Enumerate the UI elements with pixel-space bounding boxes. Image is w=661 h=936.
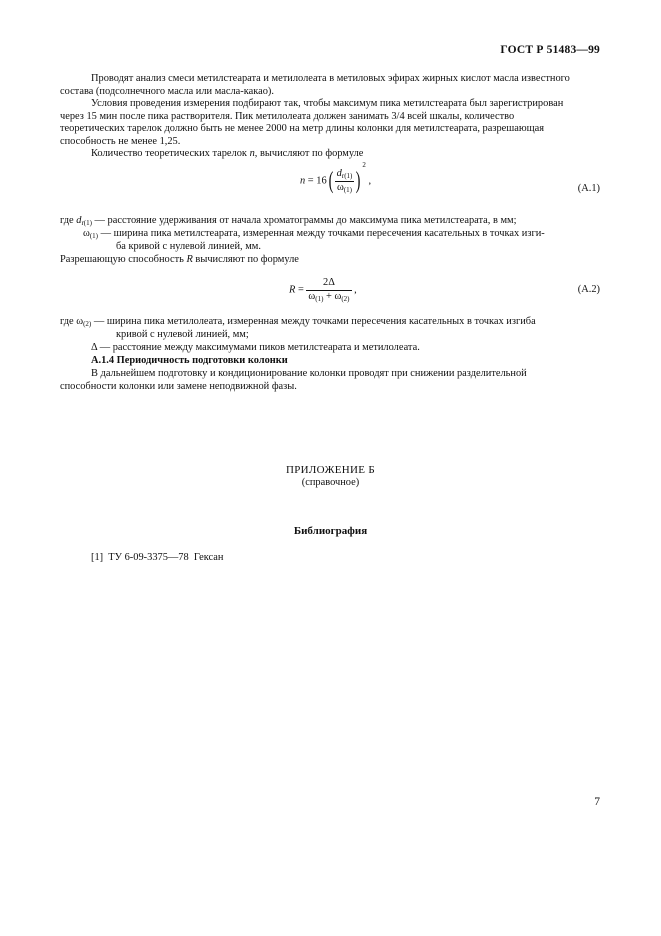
subscript: (1) [89,232,99,240]
formula-variable: ω [308,290,316,302]
text-line: В дальнейшем подготовку и кондиционирование колонки проводят при снижении разделительной [91,368,527,379]
formula-punctuation: , [365,175,372,187]
text-line: состава (подсолнечного масла или масла-какао). [60,85,274,97]
formula-variable: d [336,168,342,179]
where-clause [83,228,545,241]
text-line [60,111,600,124]
left-parenthesis: ( [328,168,334,194]
document-header: ГОСТ Р 51483—99 [500,44,600,56]
subscript: (1) [343,185,353,194]
subscript: r(1) [341,172,353,180]
fraction-numerator: 2Δ [306,277,351,291]
paragraph-analysis [60,73,600,98]
where-clause: Δ — расстояние между максимумами пиков метилстеарата и метилолеата. [91,342,420,353]
text-segment: Количество теоретических тарелок [91,148,250,159]
appendix-title: ПРИЛОЖЕНИЕ Б [286,464,375,476]
paragraph-periodicity [60,368,600,393]
where-clause [60,316,536,329]
right-parenthesis: ) [355,168,361,194]
subscript: (2) [341,294,350,303]
fraction [335,168,355,194]
subscript: r(1) [81,219,92,227]
text-segment: — ширина пика метилстеарата, измеренная между точками пересечения касательных в точках изги- [98,228,545,239]
where-clause [60,215,517,228]
variable-n: n [249,148,255,159]
text-line: теоретических тарелок должно быть не менее 2000 на метр длины колонки для метилстеарата, разрешающая [60,123,545,134]
formula-variable: ω [76,316,84,327]
text-line: кривой с нулевой линией, мм; [116,329,249,340]
text-line: Проводят анализ смеси метилстеарата и метилолеата в метиловых эфирах жирных кислот масла известного [91,73,570,84]
paragraph-resolution [60,254,299,267]
text-line: способность не менее 1,25. [60,135,181,147]
formula-variable: d [76,215,82,226]
appendix-subtitle: (справочное) [301,477,360,488]
fraction [306,277,351,303]
equation-number: (А.2) [577,284,600,295]
page-number: 7 [594,796,600,808]
text-line: способности колонки или замене неподвижной фазы. [60,380,297,392]
bibliography-item: [1] ТУ 6-09-3375—78 Гексан [91,552,224,563]
formula-variable: R [289,284,296,296]
formula-operator: + [323,290,335,302]
exponent: 2 [362,160,366,169]
fraction-denominator [306,291,351,304]
section-heading: А.1.4 Периодичность подготовки колонки [91,355,288,366]
text-segment: всей шкалы, количество [404,110,515,122]
formula-operator: = 16 [305,175,327,187]
text-segment: вычисляют по формуле [192,254,299,265]
fraction-three-quarters: 3/4 [391,110,405,122]
formula-variable: ω [334,290,342,302]
formula-a1 [300,160,372,194]
text-segment: — расстояние удерживания от начала хроматограммы до максимума пика метилстеарата, в мм; [91,215,517,226]
paragraph-conditions [60,98,600,148]
formula-variable: ω [337,181,344,193]
text-segment: где [60,316,77,327]
paragraph-plates [60,148,600,161]
variable-r: R [186,254,193,265]
text-segment: через 15 мин после пика растворителя. Пик метилолеата должен занимать [60,110,392,122]
subscript: (2) [83,320,92,328]
bibliography-heading: Библиография [293,525,368,537]
text-segment: , вычисляют по формуле [254,148,364,159]
formula-operator: = [295,284,307,296]
formula-a2 [289,277,357,303]
subscript: (1) [315,294,324,303]
text-segment: где [60,215,77,226]
fraction-numerator [335,168,355,182]
text-segment: Разрешающую способность [60,254,187,265]
text-line: ба кривой с нулевой линией, мм. [116,241,261,252]
formula-variable: n [300,175,306,187]
formula-punctuation: , [351,284,357,296]
text-segment: — ширина пика метилолеата, измеренная между точками пересечения касательных в точках изгиба [91,316,536,327]
formula-variable: ω [83,228,90,239]
fraction-denominator [335,182,355,195]
equation-number: (А.1) [577,183,600,194]
text-line: Условия проведения измерения подбирают так, чтобы максимум пика метилстеарата был зарегистрирован [91,98,564,109]
